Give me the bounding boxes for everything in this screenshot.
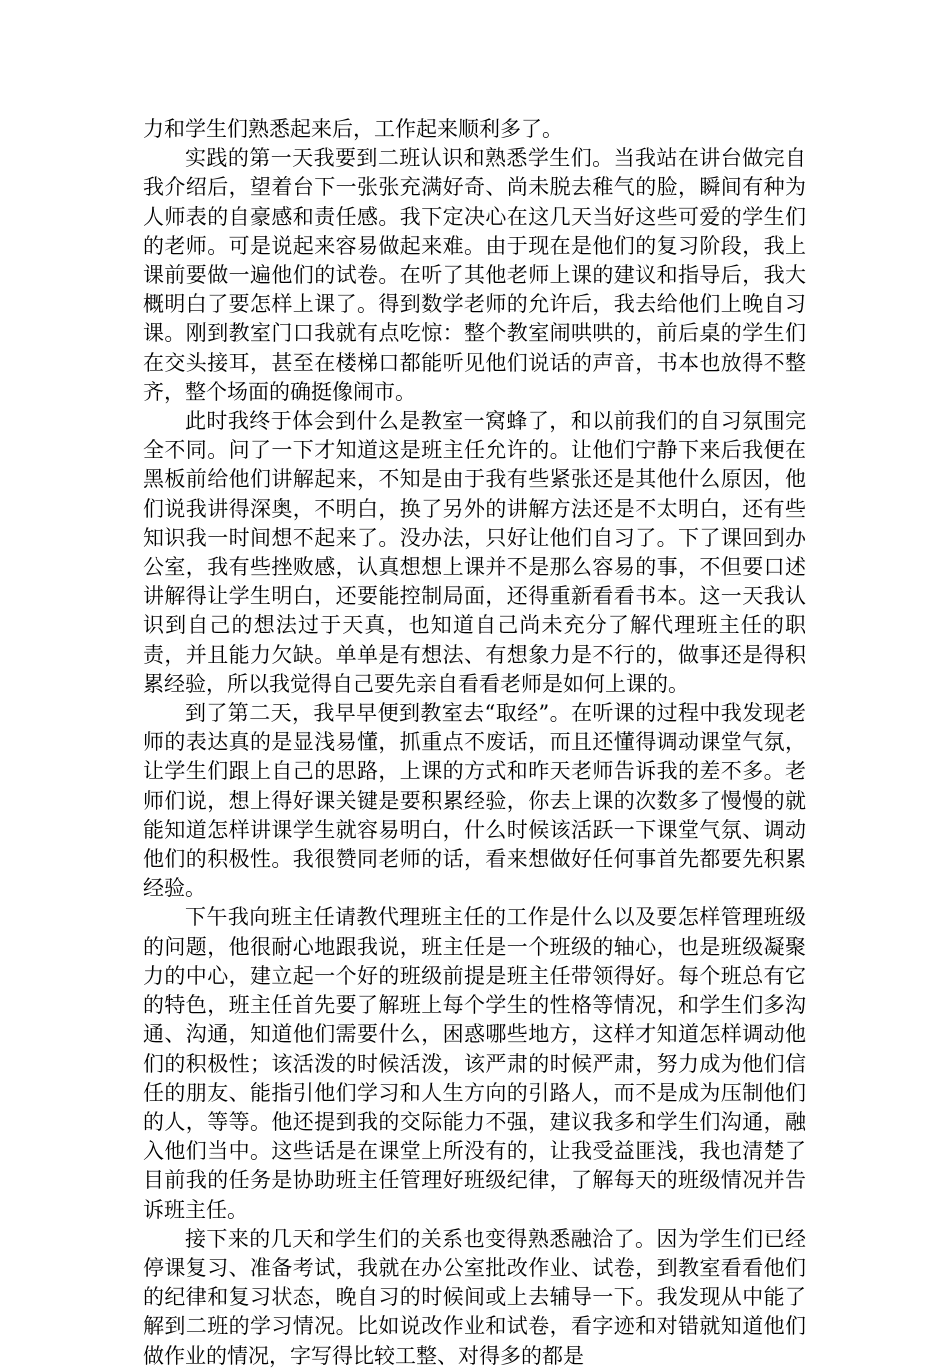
- paragraph-4: 到了第二天，我早早便到教室去“取经”。在听课的过程中我发现老师的表达真的是显浅易懂，抓重点不废话，而且还懂得调动课堂气氛，让学生们跟上自己的思路，上课的方式和昨天老师告诉我的差不多。老师们说，想上得好课关键是要积累经验，你去上课的次数多了慢慢的就能知道怎样讲课学生就容易明白，什么时候该活跃一下课堂气氛、调动他们的积极性。我很赞同老师的话，看来想做好任何事首先都要先积累经验。: [143, 701, 806, 901]
- paragraph-5: 下午我向班主任请教代理班主任的工作是什么以及要怎样管理班级的问题，他很耐心地跟我说，班主任是一个班级的轴心，也是班级凝聚力的中心，建立起一个好的班级前提是班主任带领得好。每个班总有它的特色，班主任首先要了解班上每个学生的性格等情况，和学生们多沟通、沟通，知道他们需要什么，困惑哪些地方，这样才知道怎样调动他们的积极性；该活泼的时候活泼，该严肃的时候严肃，努力成为他们信任的朋友、能指引他们学习和人生方向的引路人，而不是成为压制他们的人，等等。他还提到我的交际能力不强，建议我多和学生们沟通，融入他们当中。这些话是在课堂上所没有的，让我受益匪浅，我也清楚了目前我的任务是协助班主任管理好班级纪律，了解每天的班级情况并告诉班主任。: [143, 905, 806, 1222]
- paragraph-1: 力和学生们熟悉起来后，工作起来顺利多了。: [143, 117, 563, 141]
- document-body: [143, 115, 806, 1371]
- paragraph-2: 实践的第一天我要到二班认识和熟悉学生们。当我站在讲台做完自我介绍后，望着台下一张张充满好奇、尚未脱去稚气的脸，瞬间有种为人师表的自豪感和责任感。我下定决心在这几天当好这些可爱的学生们的老师。可是说起来容易做起来难。由于现在是他们的复习阶段，我上课前要做一遍他们的试卷。在听了其他老师上课的建议和指导后，我大概明白了要怎样上课了。得到数学老师的允许后，我去给他们上晚自习课。刚到教室门口我就有点吃惊：整个教室闹哄哄的，前后桌的学生们在交头接耳，甚至在楼梯口都能听见他们说话的声音，书本也放得不整齐，整个场面的确挺像闹市。: [143, 146, 806, 404]
- paragraph-6: 接下来的几天和学生们的关系也变得熟悉融洽了。因为学生们已经停课复习、准备考试，我就在办公室批改作业、试卷，到教室看看他们的纪律和复习状态，晚自习的时候间或上去辅导一下。我发现从中能了解到二班的学习情况。比如说改作业和试卷，看字迹和对错就知道他们做作业的情况，字写得比较工整、对得多的都是: [143, 1226, 806, 1368]
- paragraph-3: 此时我终于体会到什么是教室一窝蜂了，和以前我们的自习氛围完全不同。问了一下才知道这是班主任允许的。让他们宁静下来后我便在黑板前给他们讲解起来，不知是由于我有些紧张还是其他什么原因，他们说我讲得深奥，不明白，换了另外的讲解方法还是不太明白，还有些知识我一时间想不起来了。没办法，只好让他们自习了。下了课回到办公室，我有些挫败感，认真想想上课并不是那么容易的事，不但要口述讲解得让学生明白，还要能控制局面，还得重新看看书本。这一天我认识到自己的想法过于天真，也知道自己尚未充分了解代理班主任的职责，并且能力欠缺。单单是有想法、有想象力是不行的，做事还是得积累经验，所以我觉得自己要先亲自看看老师是如何上课的。: [143, 409, 806, 696]
